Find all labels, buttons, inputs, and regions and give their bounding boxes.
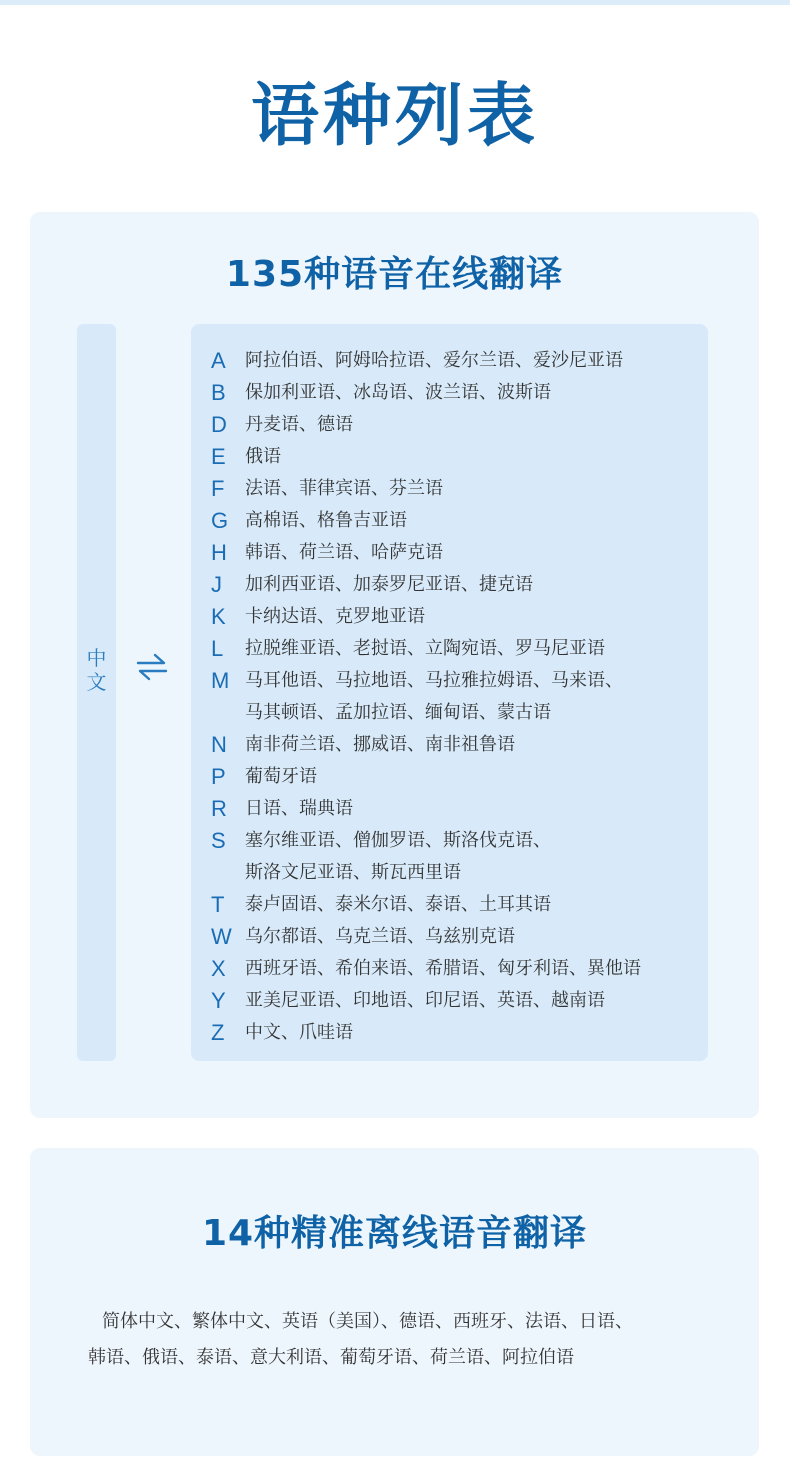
language-line: 韩语、荷兰语、哈萨克语 xyxy=(245,542,443,563)
language-line: 卡纳达语、克罗地亚语 xyxy=(245,606,425,627)
language-group-h xyxy=(211,537,706,569)
group-languages xyxy=(245,505,706,537)
language-group-f xyxy=(211,473,706,505)
group-letter: F xyxy=(211,476,225,501)
language-line: 拉脱维亚语、老挝语、立陶宛语、罗马尼亚语 xyxy=(245,638,605,659)
group-languages xyxy=(245,441,706,473)
group-languages xyxy=(245,409,706,441)
group-letter: S xyxy=(211,828,226,853)
group-languages xyxy=(245,537,706,569)
group-languages xyxy=(245,921,706,953)
language-line: 法语、菲律宾语、芬兰语 xyxy=(245,478,443,499)
group-languages xyxy=(245,761,706,793)
group-letter: R xyxy=(211,796,227,821)
language-line: 马耳他语、马拉地语、马拉雅拉姆语、马来语、 xyxy=(245,670,623,691)
group-languages xyxy=(245,601,706,633)
group-letter: W xyxy=(211,924,232,949)
language-line: 保加利亚语、冰岛语、波兰语、波斯语 xyxy=(245,382,551,403)
language-group-a xyxy=(211,345,706,377)
source-language-label-char-1: 中 xyxy=(86,646,107,670)
online-translation-card xyxy=(30,212,759,1118)
source-language-panel xyxy=(77,324,116,1061)
source-language-label xyxy=(77,646,116,694)
offline-language-line: 韩语、俄语、泰语、意大利语、葡萄牙语、荷兰语、阿拉伯语 xyxy=(88,1347,574,1368)
language-line: 乌尔都语、乌克兰语、乌兹别克语 xyxy=(245,926,515,947)
language-group-d xyxy=(211,409,706,441)
offline-translation-card xyxy=(30,1148,759,1456)
group-letter: B xyxy=(211,380,226,405)
target-languages-panel xyxy=(191,324,708,1061)
language-line: 中文、爪哇语 xyxy=(245,1022,353,1043)
group-languages xyxy=(245,953,706,985)
group-languages xyxy=(245,985,706,1017)
group-letter: E xyxy=(211,444,226,469)
language-group-s xyxy=(211,825,706,889)
group-letter: K xyxy=(211,604,226,629)
group-letter: H xyxy=(211,540,227,565)
group-languages xyxy=(245,569,706,601)
language-group-w xyxy=(211,921,706,953)
group-letter: D xyxy=(211,412,227,437)
language-group-j xyxy=(211,569,706,601)
group-languages xyxy=(245,633,706,665)
group-languages xyxy=(245,377,706,409)
group-languages xyxy=(245,793,706,825)
language-line: 加利西亚语、加泰罗尼亚语、捷克语 xyxy=(245,574,533,595)
source-language-label-char-2: 文 xyxy=(86,670,107,694)
language-line: 南非荷兰语、挪威语、南非祖鲁语 xyxy=(245,734,515,755)
language-line: 斯洛文尼亚语、斯瓦西里语 xyxy=(245,862,461,883)
language-line: 高棉语、格鲁吉亚语 xyxy=(245,510,407,531)
offline-language-line: 简体中文、繁体中文、英语（美国）、德语、西班牙、法语、日语、 xyxy=(102,1311,633,1332)
language-group-y xyxy=(211,985,706,1017)
language-group-n xyxy=(211,729,706,761)
language-group-m xyxy=(211,665,706,729)
group-languages xyxy=(245,729,706,761)
group-letter: N xyxy=(211,732,227,757)
language-group-g xyxy=(211,505,706,537)
language-line: 俄语 xyxy=(245,446,281,467)
group-letter: Z xyxy=(211,1020,225,1045)
group-languages xyxy=(245,665,706,729)
language-list xyxy=(211,345,706,1049)
group-languages xyxy=(245,473,706,505)
language-line: 丹麦语、德语 xyxy=(245,414,353,435)
group-letter: J xyxy=(211,572,222,597)
swap-arrows-icon xyxy=(134,650,170,684)
language-line: 亚美尼亚语、印地语、印尼语、英语、越南语 xyxy=(245,990,605,1011)
language-group-e xyxy=(211,441,706,473)
language-line: 马其顿语、孟加拉语、缅甸语、蒙古语 xyxy=(245,702,551,723)
language-group-z xyxy=(211,1017,706,1049)
language-line: 日语、瑞典语 xyxy=(245,798,353,819)
group-letter: X xyxy=(211,956,226,981)
language-group-r xyxy=(211,793,706,825)
group-letter: A xyxy=(211,348,226,373)
language-group-x xyxy=(211,953,706,985)
group-languages xyxy=(245,345,706,377)
group-letter: Y xyxy=(211,988,226,1013)
group-letter: M xyxy=(211,668,230,693)
offline-card-title: 14种精准离线语音翻译 xyxy=(201,1213,588,1254)
group-letter: T xyxy=(211,892,225,917)
language-line: 西班牙语、希伯来语、希腊语、匈牙利语、異他语 xyxy=(245,958,641,979)
language-line: 阿拉伯语、阿姆哈拉语、爱尔兰语、爱沙尼亚语 xyxy=(245,350,623,371)
online-card-title: 135种语音在线翻译 xyxy=(225,254,564,295)
group-languages xyxy=(245,889,706,921)
group-languages xyxy=(245,825,706,889)
language-group-p xyxy=(211,761,706,793)
top-strip xyxy=(0,0,790,5)
language-group-b xyxy=(211,377,706,409)
language-line: 葡萄牙语 xyxy=(245,766,317,787)
language-group-l xyxy=(211,633,706,665)
group-languages xyxy=(245,1017,706,1049)
language-group-t xyxy=(211,889,706,921)
language-line: 泰卢固语、泰米尔语、泰语、土耳其语 xyxy=(245,894,551,915)
language-group-k xyxy=(211,601,706,633)
language-line: 塞尔维亚语、僧伽罗语、斯洛伐克语、 xyxy=(245,830,551,851)
page-title: 语种列表 xyxy=(250,77,539,156)
group-letter: G xyxy=(211,508,229,533)
offline-language-list xyxy=(88,1304,728,1376)
group-letter: P xyxy=(211,764,226,789)
group-letter: L xyxy=(211,636,224,661)
